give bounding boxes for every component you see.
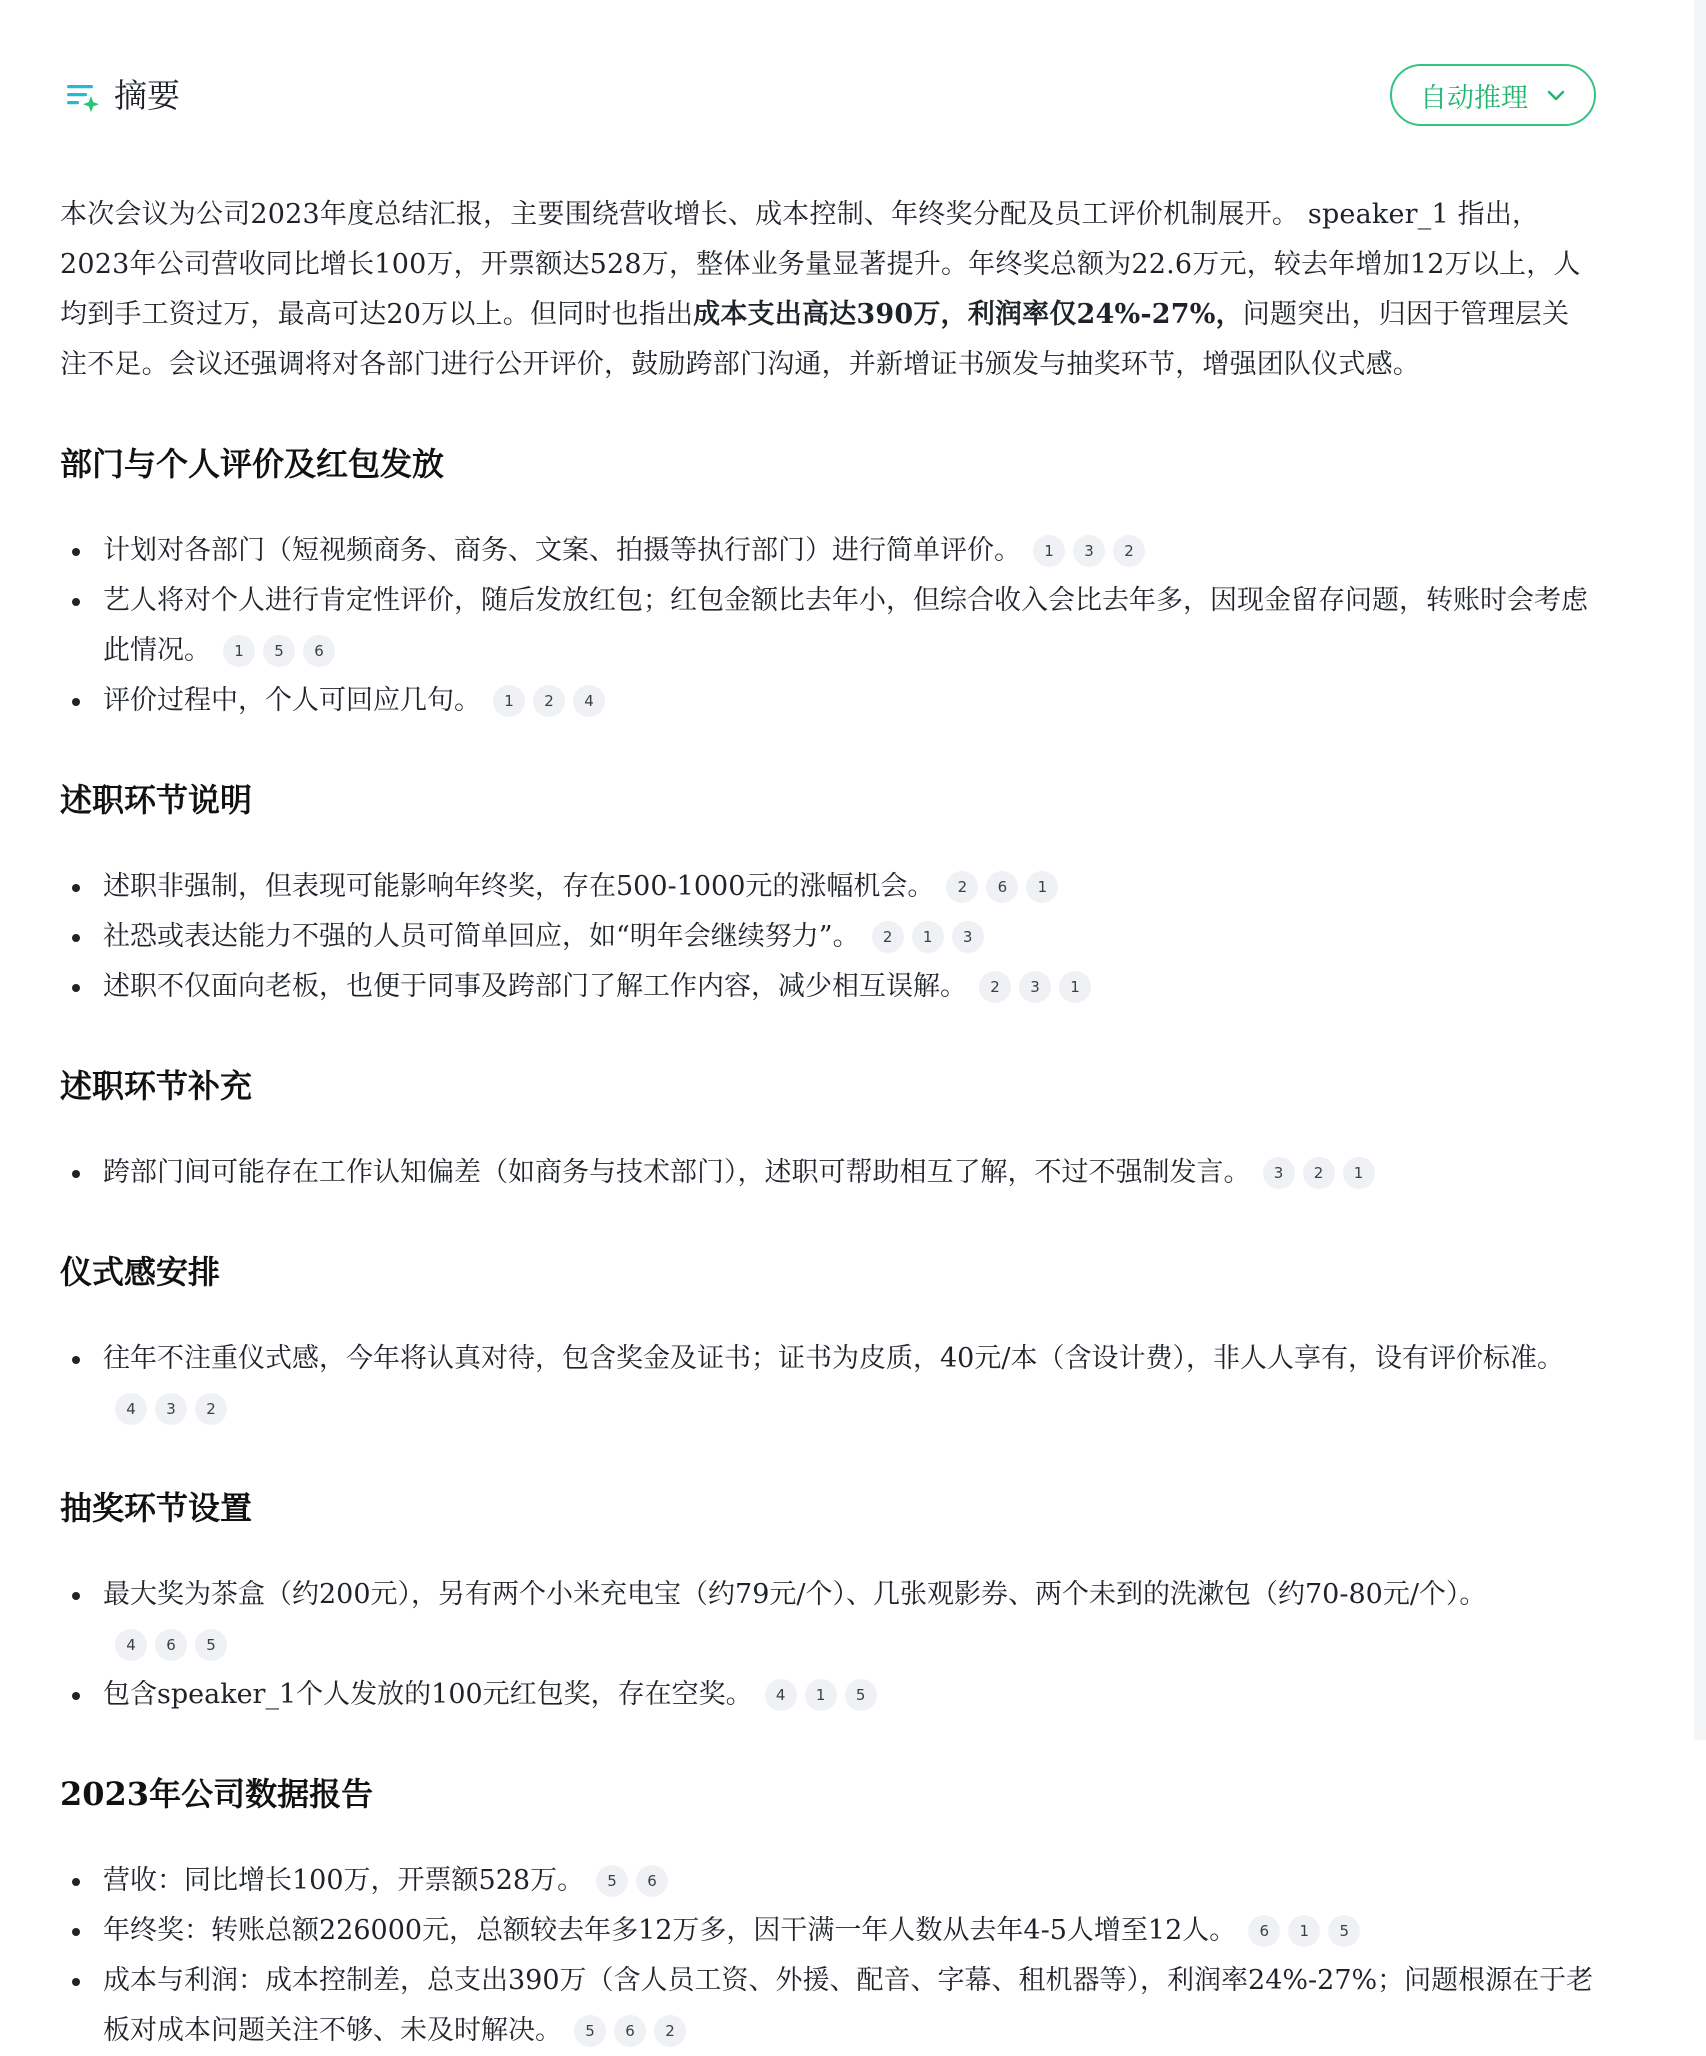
source-references	[223, 635, 343, 666]
source-reference-badge[interactable]: 6	[636, 1865, 668, 1897]
bullet-text: 评价过程中，个人可回应几句。	[103, 685, 481, 716]
bullet-text: 计划对各部门（短视频商务、商务、文案、拍摄等执行部门）进行简单评价。	[103, 535, 1021, 566]
source-references	[493, 685, 613, 716]
bullet-text: 营收：同比增长100万，开票额528万。	[103, 1865, 585, 1896]
source-reference-badge[interactable]: 1	[1059, 971, 1091, 1003]
bullet-item	[60, 962, 1595, 1012]
source-references	[1263, 1157, 1383, 1188]
source-reference-badge[interactable]: 3	[1073, 535, 1105, 567]
source-reference-badge[interactable]: 2	[1303, 1157, 1335, 1189]
source-reference-badge[interactable]: 5	[596, 1865, 628, 1897]
source-reference-badge[interactable]: 1	[223, 635, 255, 667]
bullet-item	[60, 1570, 1595, 1670]
source-reference-badge[interactable]: 5	[1328, 1915, 1360, 1947]
bullet-item	[60, 526, 1595, 576]
source-reference-badge[interactable]: 1	[805, 1679, 837, 1711]
source-reference-badge[interactable]: 3	[155, 1393, 187, 1425]
summary-text-bold: 成本支出高达390万，利润率仅24%-27%，	[693, 299, 1243, 330]
bullet-item	[60, 1334, 1595, 1434]
source-reference-badge[interactable]: 4	[765, 1679, 797, 1711]
bullet-text: 最大奖为茶盒（约200元），另有两个小米充电宝（约79元/个）、几张观影券、两个未到的洗漱包（约70-80元/个）。	[103, 1579, 1487, 1610]
section-bullet-list	[60, 1334, 1595, 1434]
source-references	[765, 1679, 885, 1710]
section-title: 抽奖环节设置	[60, 1489, 253, 1527]
bullet-text: 艺人将对个人进行肯定性评价，随后发放红包；红包金额比去年小，但综合收入会比去年多，因现金留存问题，转账时会考虑此情况。	[103, 585, 1588, 666]
source-references	[1033, 535, 1153, 566]
source-reference-badge[interactable]: 3	[952, 921, 984, 953]
bullet-text: 跨部门间可能存在工作认知偏差（如商务与技术部门），述职可帮助相互了解，不过不强制发言。	[103, 1157, 1251, 1188]
source-reference-badge[interactable]: 2	[946, 871, 978, 903]
source-reference-badge[interactable]: 1	[1026, 871, 1058, 903]
bullet-text: 述职非强制，但表现可能影响年终奖，存在500-1000元的涨幅机会。	[103, 871, 935, 902]
source-reference-badge[interactable]: 6	[303, 635, 335, 667]
source-reference-badge[interactable]: 5	[574, 2015, 606, 2047]
bullet-text: 往年不注重仪式感，今年将认真对待，包含奖金及证书；证书为皮质，40元/本（含设计费），非人人享有，设有评价标准。	[103, 1343, 1564, 1374]
source-reference-badge[interactable]: 2	[195, 1393, 227, 1425]
source-reference-badge[interactable]: 1	[1343, 1157, 1375, 1189]
source-reference-badge[interactable]: 5	[195, 1629, 227, 1661]
section-title: 2023年公司数据报告	[60, 1775, 374, 1813]
source-reference-badge[interactable]: 6	[155, 1629, 187, 1661]
bullet-item	[60, 1670, 1595, 1720]
source-reference-badge[interactable]: 4	[115, 1629, 147, 1661]
bullet-item	[60, 576, 1595, 676]
source-reference-badge[interactable]: 6	[1248, 1915, 1280, 1947]
bullet-item	[60, 1856, 1595, 1906]
bullet-text: 包含speaker_1个人发放的100元红包奖，存在空奖。	[103, 1679, 753, 1710]
source-reference-badge[interactable]: 1	[493, 685, 525, 717]
section-title: 述职环节说明	[60, 781, 253, 819]
summary-text-1: 本次会议为公司2023年度总结汇报，主要围绕营收增长、成本控制、年终奖分配及员工评价机制展开。 speaker_1 指出，2023年公司营收同比增长100万，开票额达528万，整体业务量显著提升。年终奖总额为22.6万元，较去年增加12万以上，人均到手工资过万，最高可达20万以上。但同时也指出	[60, 199, 1581, 330]
source-reference-badge[interactable]: 2	[654, 2015, 686, 2047]
source-reference-badge[interactable]: 3	[1263, 1157, 1295, 1189]
section-title: 述职环节补充	[60, 1067, 253, 1105]
summary-title: 摘要	[114, 76, 180, 115]
source-references	[979, 971, 1099, 1002]
source-references	[115, 1629, 235, 1660]
bullet-item	[60, 1956, 1595, 2056]
source-reference-badge[interactable]: 2	[979, 971, 1011, 1003]
scrollbar-track[interactable]	[1694, 0, 1706, 1740]
auto-inference-dropdown[interactable]	[1390, 64, 1596, 126]
section-title: 仪式感安排	[60, 1253, 221, 1291]
bullet-item	[60, 1148, 1595, 1198]
source-references	[574, 2015, 694, 2046]
bullet-text: 成本与利润：成本控制差，总支出390万（含人员工资、外援、配音、字幕、租机器等），利润率24%-27%；问题根源在于老板对成本问题关注不够、未及时解决。	[103, 1965, 1594, 2046]
section-bullet-list	[60, 1148, 1595, 1198]
bullet-item	[60, 676, 1595, 726]
section-title: 部门与个人评价及红包发放	[60, 445, 445, 483]
source-reference-badge[interactable]: 4	[573, 685, 605, 717]
source-references	[946, 871, 1066, 902]
source-references	[115, 1393, 235, 1424]
source-reference-badge[interactable]: 1	[1033, 535, 1065, 567]
bullet-text: 年终奖：转账总额226000元，总额较去年多12万多，因干满一年人数从去年4-5人增至12人。	[103, 1915, 1237, 1946]
summary-sections	[60, 442, 1595, 2056]
source-reference-badge[interactable]: 2	[1113, 535, 1145, 567]
section-bullet-list	[60, 862, 1595, 1012]
summary-text-2: 问题突出，归因于管理层关注不足。会议还强调将对各部门进行公开评价，鼓励跨部门沟通，并新增证书颁发与抽奖环节，增强团队仪式感。	[60, 299, 1570, 380]
bullet-text: 社恐或表达能力不强的人员可简单回应，如“明年会继续努力”。	[103, 921, 860, 952]
auto-inference-label: 自动推理	[1420, 82, 1528, 114]
bullet-item	[60, 912, 1595, 962]
section-bullet-list	[60, 526, 1595, 726]
section-bullet-list	[60, 1570, 1595, 1720]
source-reference-badge[interactable]: 3	[1019, 971, 1051, 1003]
source-reference-badge[interactable]: 4	[115, 1393, 147, 1425]
source-references	[1248, 1915, 1368, 1946]
source-reference-badge[interactable]: 1	[912, 921, 944, 953]
source-reference-badge[interactable]: 1	[1288, 1915, 1320, 1947]
summary-paragraph	[60, 190, 1595, 390]
source-references	[872, 921, 992, 952]
summary-panel	[60, 0, 1595, 2056]
summary-header	[60, 0, 1595, 190]
source-reference-badge[interactable]: 2	[872, 921, 904, 953]
bullet-text: 述职不仅面向老板，也便于同事及跨部门了解工作内容，减少相互误解。	[103, 971, 967, 1002]
bullet-item	[60, 1906, 1595, 1956]
chevron-down-icon	[1546, 85, 1566, 105]
source-references	[596, 1865, 676, 1896]
section-bullet-list	[60, 1856, 1595, 2056]
source-reference-badge[interactable]: 6	[614, 2015, 646, 2047]
source-reference-badge[interactable]: 2	[533, 685, 565, 717]
source-reference-badge[interactable]: 6	[986, 871, 1018, 903]
bullet-item	[60, 862, 1595, 912]
source-reference-badge[interactable]: 5	[845, 1679, 877, 1711]
source-reference-badge[interactable]: 5	[263, 635, 295, 667]
summary-list-sparkle-icon	[64, 78, 102, 116]
